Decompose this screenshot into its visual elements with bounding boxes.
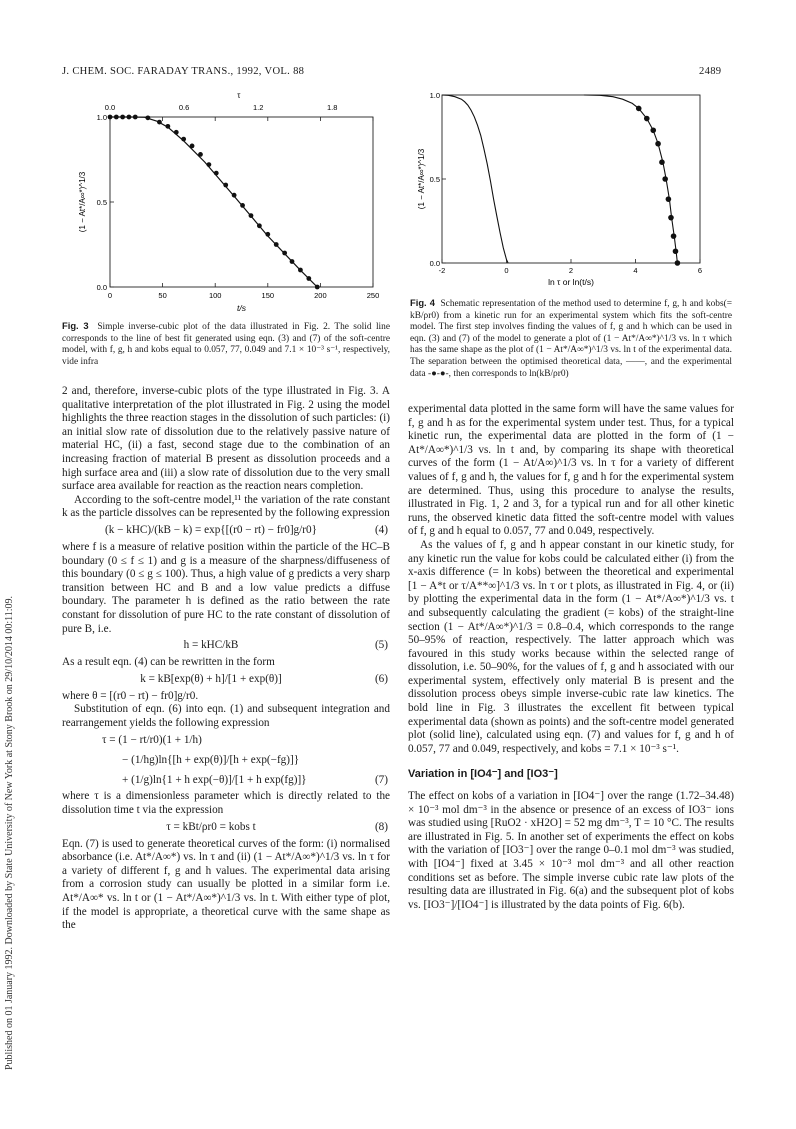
- fig3-data-point: [249, 213, 254, 218]
- fig3-x2-label: τ: [237, 91, 241, 100]
- fig3-y-tick-label: 1.0: [96, 113, 107, 122]
- fig3-x-tick-label: 50: [158, 291, 167, 300]
- right-paragraph-2: As the values of f, g and h appear constant in our kinetic study, for any kinetic run the value for kobs could be calculated either (i) from the x-axis difference (= ln kobs) between the theoretical and experimental [1 − A*t or τ/A**∞]^1/3 vs. ln τ or t plots, as illustrated in Fig. 4, or (ii) by plotting the experimental data in the form (1 − At*/A∞*)^1/3 vs. t and subsequently calculating the gradient (= kobs) of the straight-line section (1 − At*/A∞*)^1/3 = 0.8–0.4, which corresponds to the range 50–95% of reaction, respectively. The latter approach which was favoured in this study works because within the selected range of dissolution, i.e. 50–90%, for the values of f, g and h associated with our experimental system, effectively only material B is present and the dissolution process obeys simple inverse-cubic rate law kinetics. The bold line in Fig. 3 illustrates the excellent fit between typical experimental data (shown as points) and the soft-centre model generated plot (solid line), calculated using eqn. (7) and values for f, g and h of 0.057, 77 and 0.049, respectively, and kobs = 7.1 × 10⁻³ s⁻¹.: [408, 538, 734, 755]
- fig3-x2-tick-label: 1.8: [327, 103, 338, 112]
- fig4-y-tick-label: 1.0: [429, 91, 440, 100]
- fig4-caption-label: Fig. 4: [410, 297, 435, 308]
- left-paragraph-5: where θ = [(r0 − rt) − fr0]g/r0.: [62, 689, 199, 702]
- fig3-x2-tick-label: 0.6: [178, 103, 190, 112]
- fig4-x-label: ln τ or ln(t/s): [548, 277, 594, 287]
- fig3-x-label: t/s: [237, 303, 246, 313]
- fig3-caption: [62, 320, 390, 368]
- fig3-y-label: (1 − At*/A∞*)^1/3: [78, 171, 87, 233]
- equation-5: [62, 636, 390, 656]
- equation-7-number: (7): [374, 774, 388, 787]
- fig3-data-point: [190, 144, 195, 149]
- fig3-caption-label: Fig. 3: [62, 320, 89, 331]
- fig3-data-point: [157, 120, 162, 125]
- fig3-plot-area: [78, 91, 379, 313]
- page-number: 2489: [699, 66, 722, 77]
- fig4-data-point: [662, 176, 668, 182]
- fig3-data-point: [290, 259, 295, 264]
- fig3-y-tick-label: 0.5: [96, 198, 107, 207]
- left-paragraph-3: where f is a measure of relative position within the particle of the HC–B boundary (0 ≤ f ≤ 1) and g is a measure of the sharpness/diffuseness of this boundary (0 ≤ g ≤ 100). Thus, a high value of g predicts a very sharp transition between HC and B and a low value predicts a diffuse boundary. The parameter h is defined as the ratio between the rate constant for dissolution of pure HC to the rate constant of dissolution of pure B, i.e.: [62, 540, 390, 635]
- fig3-x-tick-label: 250: [366, 291, 380, 300]
- left-paragraph-2: According to the soft-centre model,¹¹ the variation of the rate constant k as the particle dissolves can be represented by the following expression: [62, 493, 390, 520]
- equation-7-line-1: τ = (1 − rt/r0)(1 + 1/h): [102, 734, 202, 747]
- fig3-x-tick-label: 0: [107, 291, 113, 300]
- fig3-data-point: [315, 285, 320, 290]
- fig3-data-point: [133, 115, 138, 120]
- equation-4-body: (k − kHC)/(kB − k) = exp{[(r0 − rt) − fr0]g/r0}: [105, 523, 317, 536]
- fig4-frame: [442, 95, 700, 263]
- equation-8-body: τ = kBt/ρr0 = kobs t: [166, 820, 256, 833]
- right-paragraph-3: The effect on kobs of a variation in [IO4⁻] over the range (1.72–34.48) × 10⁻³ mol dm⁻³ in the absence or presence of an excess of IO3⁻ ions was studied using [RuO2 · xH2O] = 52 mg dm⁻³, T = 10 °C. The results are illustrated in Fig. 5. In another set of experiments the effect on kobs with the variation of [IO3⁻] over the range 0–0.1 mol dm⁻³ was studied, with [IO4⁻] fixed at 3.45 × 10⁻³ mol dm⁻³ and all other reaction conditions set as before. The simple inverse cubic rate law plots of the resulting data are illustrated in Fig. 6(a) and the subsequent plot of kobs vs. [IO3⁻]/[IO4⁻] is illustrated by the data points of Fig. 6(b).: [408, 790, 734, 911]
- equation-7: [62, 730, 390, 790]
- fig3-x-tick-label: 100: [208, 291, 222, 300]
- fig4-data-point: [666, 196, 672, 202]
- equation-6: [62, 670, 390, 690]
- fig4-data-point: [659, 159, 665, 165]
- right-paragraph-1: experimental data plotted in the same form will have the same values for f, g and h as for the experimental system under test. Thus, for a typical kinetic run, the experimental data are plotted in the form of (1 − At*/A∞*)^1/3 vs. ln t and, by comparing its shape with theoretical curves of the form (1 − At/A∞)^1/3 vs. ln τ for a variety of different values of f, g and h, the values for f, g and h for the experimental system are determined. Thus, using this procedure to analyse the results, illustrated in Fig. 1, 2 and 3, for a typical run and for all other kinetic runs, the observed kinetic data fitted the soft-centre model with values of f, g and h equal to 0.057, 77 and 0.049, respectively.: [408, 403, 734, 538]
- fig3-x-tick-label: 200: [314, 291, 327, 300]
- fig3-data-point: [120, 115, 125, 120]
- fig3-data-point: [174, 130, 179, 135]
- running-header-journal: J. CHEM. SOC. FARADAY TRANS., 1992, VOL. 88: [62, 66, 305, 77]
- fig3-data-point: [306, 276, 311, 281]
- fig4-data-point: [675, 260, 681, 266]
- fig3-data-point: [198, 152, 203, 157]
- equation-7-line-2: − (1/hg)ln{[h + exp(θ)]/[h + exp(−fg)]}: [122, 754, 300, 767]
- fig4-data-point: [636, 106, 642, 112]
- fig4-data-point: [650, 127, 656, 133]
- fig4-y-label: (1 − At*/A∞*)^1/3: [417, 148, 426, 210]
- fig4-x-tick-label: 4: [633, 266, 638, 275]
- fig4-data-point: [644, 116, 650, 122]
- fig3-data-point: [108, 115, 113, 120]
- fig3-data-point: [265, 232, 270, 237]
- right-column: [408, 403, 734, 912]
- watermark-text: Published on 01 January 1992. Downloaded by State University of New York at Stony Brook on 29/10/2014 00:11:09.: [4, 595, 15, 1070]
- equation-5-number: (5): [374, 639, 388, 652]
- equation-4: [62, 521, 390, 541]
- fig3-fit-line: [110, 117, 317, 287]
- fig4-chart: [410, 85, 730, 295]
- fig3-data-point: [282, 251, 287, 256]
- fig4-data-point: [673, 248, 679, 254]
- fig4-plot-area: [417, 91, 702, 287]
- equation-5-body: h = kHC/kB: [183, 639, 239, 652]
- fig3-data-point: [223, 183, 228, 188]
- equation-7-line-3: + (1/g)ln{1 + h exp(−θ)]/[1 + h exp(fg)]}: [122, 774, 307, 787]
- left-paragraph-7: where τ is a dimensionless parameter which is directly related to the dissolution time t via the expression: [62, 790, 390, 817]
- equation-8-number: (8): [374, 820, 388, 833]
- fig4-theoretical-curve: [442, 95, 508, 263]
- fig3-data-point: [240, 203, 245, 208]
- fig3-data-point: [274, 242, 279, 247]
- fig3-data-point: [181, 137, 186, 142]
- fig3-data-point: [145, 115, 150, 120]
- fig3-frame: [110, 117, 373, 287]
- equation-8: [62, 818, 390, 838]
- fig3-data-point: [165, 124, 170, 129]
- left-paragraph-1: 2 and, therefore, inverse-cubic plots of the type illustrated in Fig. 3. A qualitative interpretation of the plot illustrated in Fig. 2 using the model highlights the three reaction stages in the dissolution of such particles: (i) an initial slow rate of dissolution due to the relatively passive nature of material HC, (ii) a fast, second stage due to the combination of an increasing fraction of material B present as dissolution proceeds and a high surface area and (iii) a slow rate of dissolution due to the very small surface area available for reaction as the reaction nears completion.: [62, 385, 390, 493]
- fig3-chart: [70, 85, 390, 313]
- fig3-data-point: [114, 115, 119, 120]
- fig4-data-point: [655, 141, 661, 147]
- equation-6-body: k = kB[exp(θ) + h]/[1 + exp(θ)]: [140, 672, 282, 685]
- fig4-x-tick-label: 6: [697, 266, 703, 275]
- fig4-y-tick-label: 0.0: [429, 259, 440, 268]
- left-paragraph-8: Eqn. (7) is used to generate theoretical curves of the form: (i) normalised absorbance (i.e. At*/A∞*) vs. ln τ and (ii) (1 − At*/A∞*)^1/3 vs. ln τ for a variety of different f, g and h values. The experimental data arising from a corrosion study can usually be plotted in a similar form i.e. At*/A∞* vs. ln t or (1 − At*/A∞*)^1/3 vs. ln t. With either type of plot, if the model is appropriate, a theoretical curve with the same shape as the: [62, 837, 390, 932]
- fig3-x2-tick-label: 1.2: [252, 103, 264, 112]
- fig3-caption-text: Simple inverse-cubic plot of the data illustrated in Fig. 2. The solid line corresponds to the line of best fit generated using eqn. (3) and (7) of the soft-centre model, with f, g, h and kobs equal to 0.057, 77, 0.049 and 7.1 × 10⁻³ s⁻¹, respectively, vide infra: [62, 322, 391, 367]
- fig4-x-tick-label: 2: [568, 266, 574, 275]
- fig3-data-point: [127, 115, 132, 120]
- fig4-x-tick-label: 0: [504, 266, 509, 275]
- fig3-y-tick-label: 0.0: [96, 283, 107, 292]
- fig4-y-tick-label: 0.5: [429, 175, 440, 184]
- download-watermark: [2, 180, 16, 1080]
- fig3-x2-tick-label: 0.0: [104, 103, 116, 112]
- equation-4-number: (4): [374, 523, 388, 536]
- left-paragraph-4: As a result eqn. (4) can be rewritten in the form: [62, 656, 275, 669]
- fig3-x-tick-label: 150: [261, 291, 275, 300]
- fig3-data-point: [232, 193, 237, 198]
- fig4-data-point: [668, 215, 674, 221]
- fig4-caption-text: Schematic representation of the method used to determine f, g, h and kobs(= kB/ρr0) from a kinetic run for an experimental system which fits the soft-centre model. The first step involves finding the values of f, g and h which can be used in eqn. (3) and (7) of the model to generate a plot of (1 − At*/A∞*)^1/3 vs. ln τ which has the same shape as the plot of (1 − At*/A∞*)^1/3 vs. ln t of the experimental data. The separation between the optimised theoretical data, ——, and the experimental data -●-●-, then corresponds to ln(kB/ρr0): [410, 299, 732, 379]
- left-paragraph-6: Substitution of eqn. (6) into eqn. (1) and subsequent integration and rearrangement yields the following expression: [62, 703, 390, 729]
- fig3-data-point: [298, 268, 303, 273]
- fig4-caption: [410, 297, 732, 380]
- equation-6-number: (6): [374, 672, 388, 685]
- left-column: [62, 385, 390, 933]
- section-heading: Variation in [IO4⁻] and [IO3⁻]: [408, 768, 558, 781]
- fig4-data-point: [671, 233, 677, 239]
- fig3-data-point: [206, 162, 211, 167]
- fig4-x-tick-label: -2: [438, 266, 446, 275]
- fig3-data-point: [257, 223, 262, 228]
- fig3-data-point: [214, 171, 219, 176]
